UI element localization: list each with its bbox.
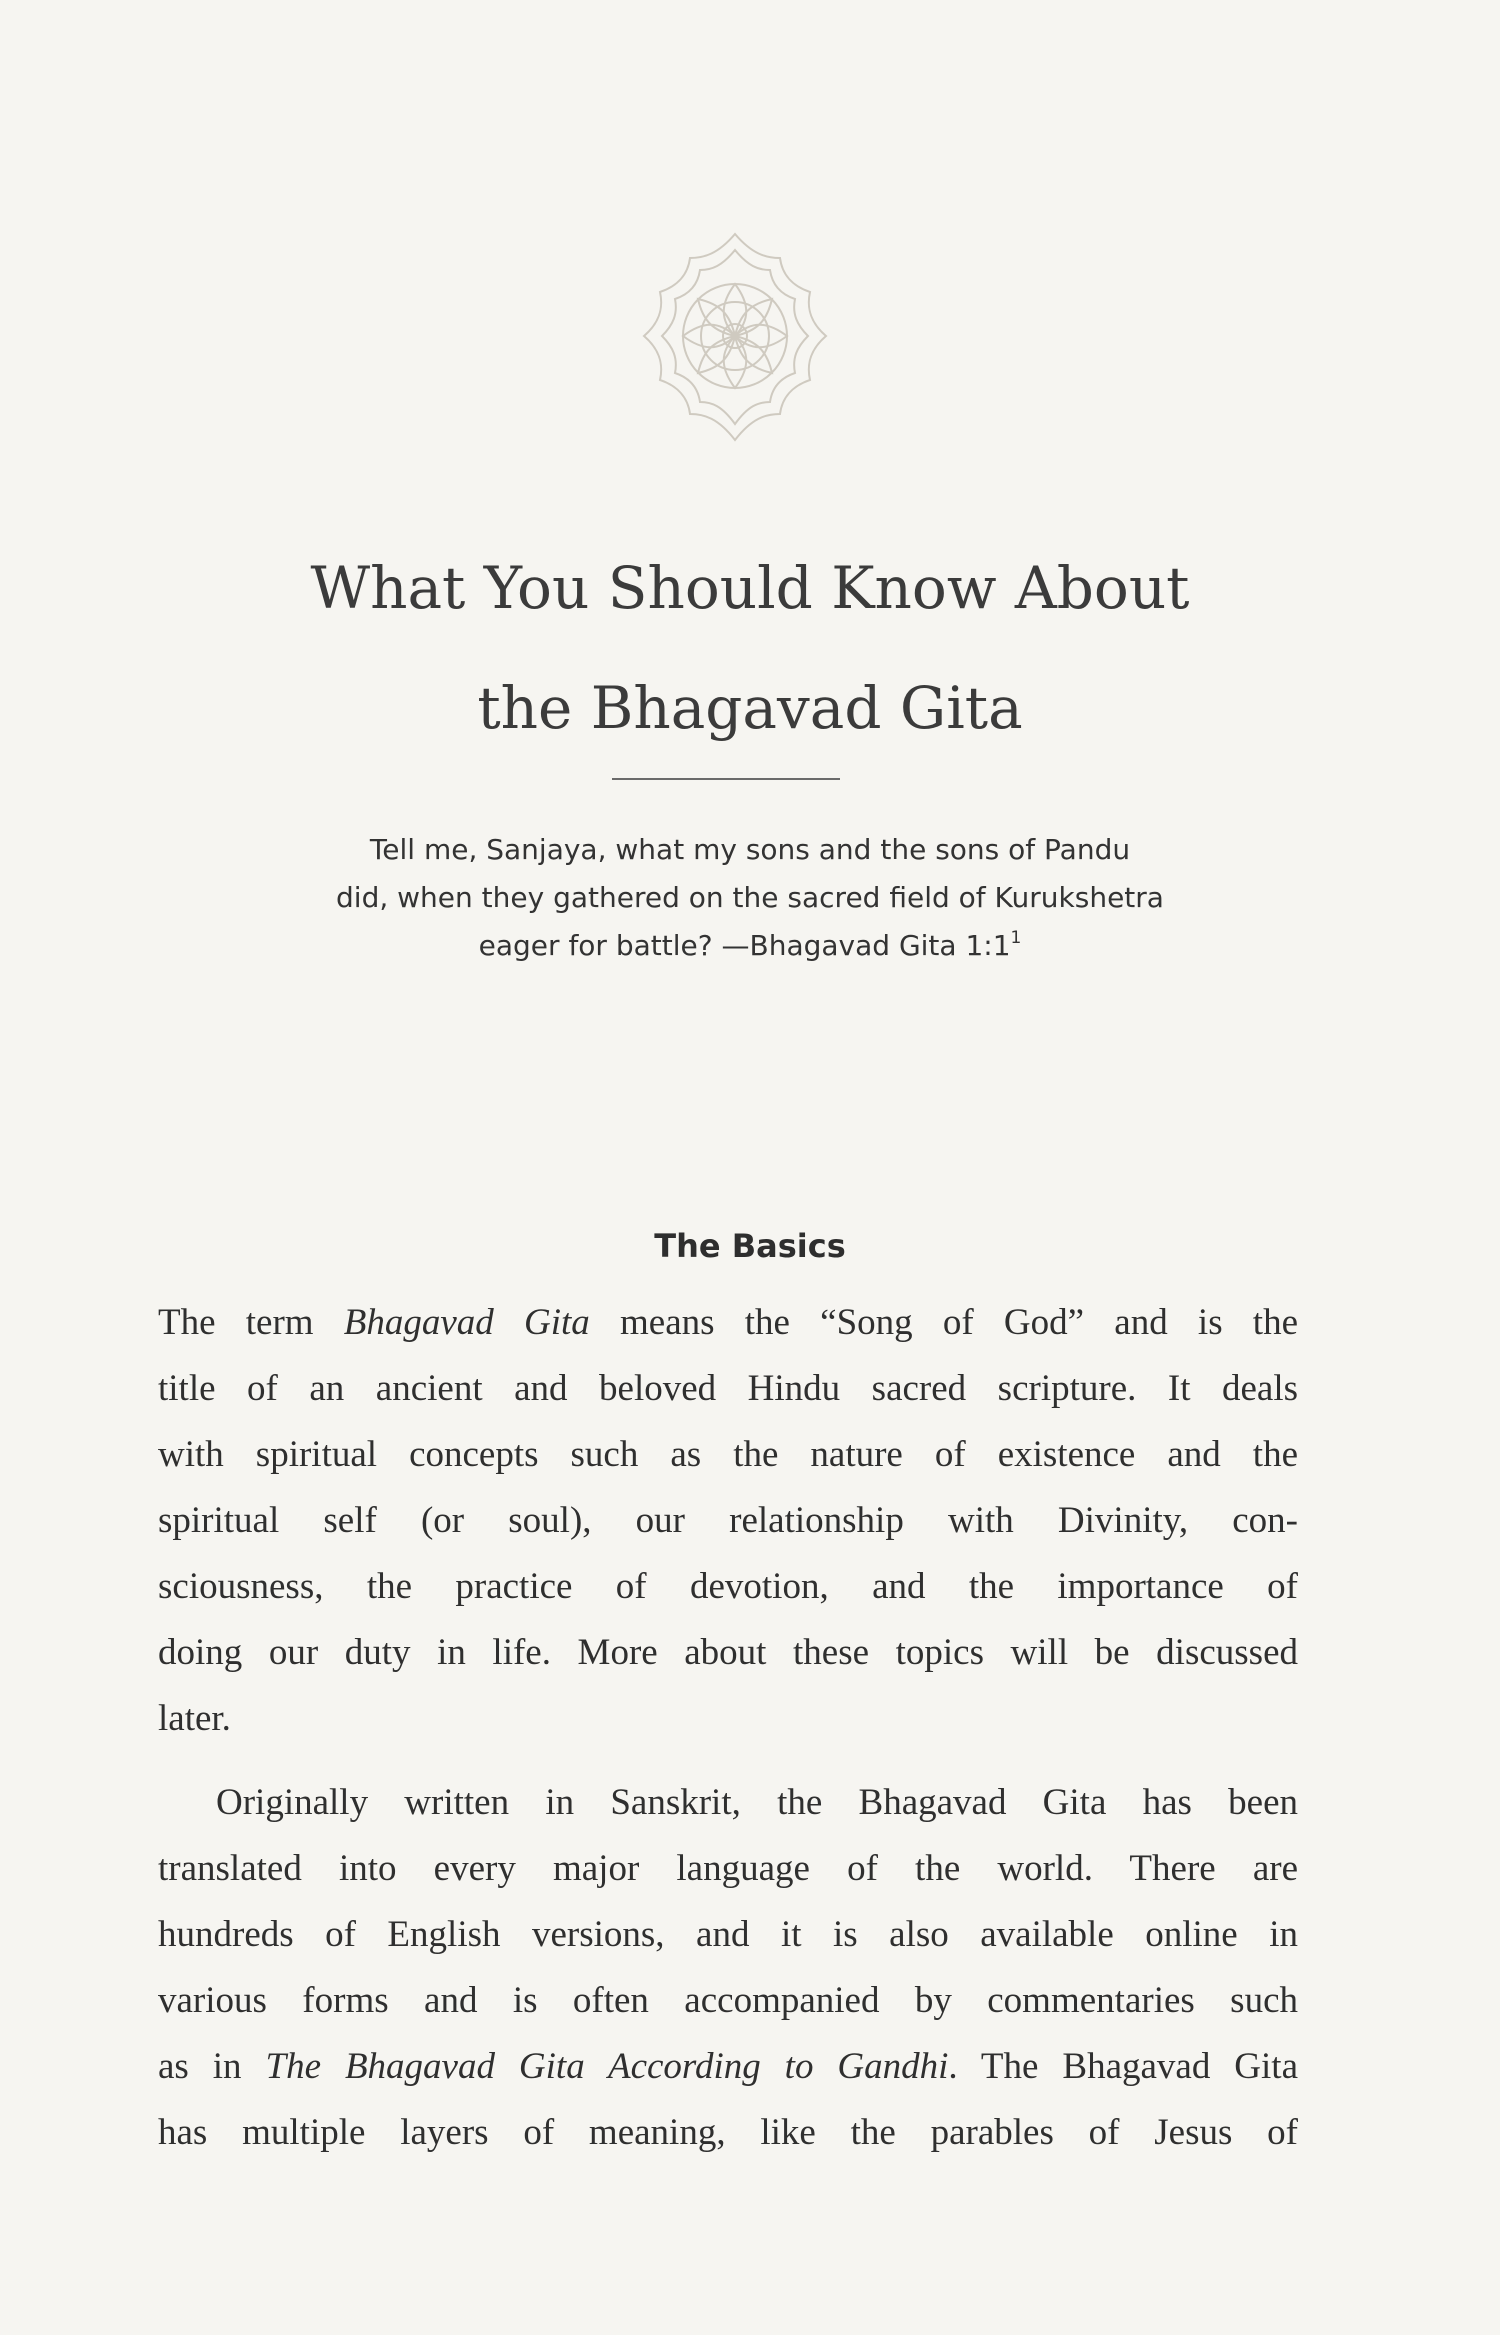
chapter-title-line-1: What You Should Know About	[310, 554, 1190, 622]
title-divider	[612, 778, 840, 780]
paragraph-1-line: spiritual self (or soul), our relationship with Divinity, con-	[158, 1500, 1298, 1541]
body-text	[158, 1290, 1298, 2166]
text-run: . The Bhagavad Gita	[948, 2046, 1298, 2087]
paragraph-gap	[158, 1752, 1298, 1770]
italic-book-title: The Bhagavad Gita According to Gandhi	[265, 2046, 949, 2087]
epigraph-citation: eager for battle? —Bhagavad Gita 1:1	[478, 929, 1011, 962]
epigraph-line	[200, 922, 1300, 970]
italic-title: Bhagavad Gita	[343, 1302, 590, 1343]
text-run: as in	[158, 2046, 266, 2087]
paragraph-2-line: Originally written in Sanskrit, the Bhagavad Gita has been	[216, 1782, 1298, 1823]
epigraph-line: Tell me, Sanjaya, what my sons and the sons of Pandu	[369, 833, 1131, 866]
lotus-mandala-ornament-icon	[630, 228, 840, 446]
paragraph-2-line: has multiple layers of meaning, like the parables of Jesus of	[158, 2112, 1298, 2153]
paragraph-1-line	[158, 1290, 1298, 1356]
chapter-title	[150, 528, 1350, 768]
paragraph-1-line: sciousness, the practice of devotion, and the importance of	[158, 1566, 1298, 1607]
paragraph-2-line: various forms and is often accompanied by commentaries such	[158, 1980, 1298, 2021]
paragraph-1-line: later.	[158, 1698, 231, 1739]
text-run: The term	[158, 1302, 344, 1343]
paragraph-1-line: doing our duty in life. More about these topics will be discussed	[158, 1632, 1298, 1673]
paragraph-1-line: title of an ancient and beloved Hindu sacred scripture. It deals	[158, 1368, 1298, 1409]
paragraph-2-line: hundreds of English versions, and it is also available online in	[158, 1914, 1298, 1955]
epigraph-quote	[200, 826, 1300, 970]
text-run: means the “Song of God” and is the	[589, 1302, 1299, 1343]
paragraph-2-line	[158, 2034, 1298, 2100]
chapter-title-line-2: the Bhagavad Gita	[477, 674, 1023, 742]
epigraph-line: did, when they gathered on the sacred field of Kurukshetra	[336, 881, 1164, 914]
footnote-marker[interactable]: 1	[1010, 928, 1022, 948]
paragraph-1-line: with spiritual concepts such as the nature of existence and the	[158, 1434, 1298, 1475]
section-heading: The Basics	[654, 1227, 846, 1265]
paragraph-2-line: translated into every major language of the world. There are	[158, 1848, 1298, 1889]
